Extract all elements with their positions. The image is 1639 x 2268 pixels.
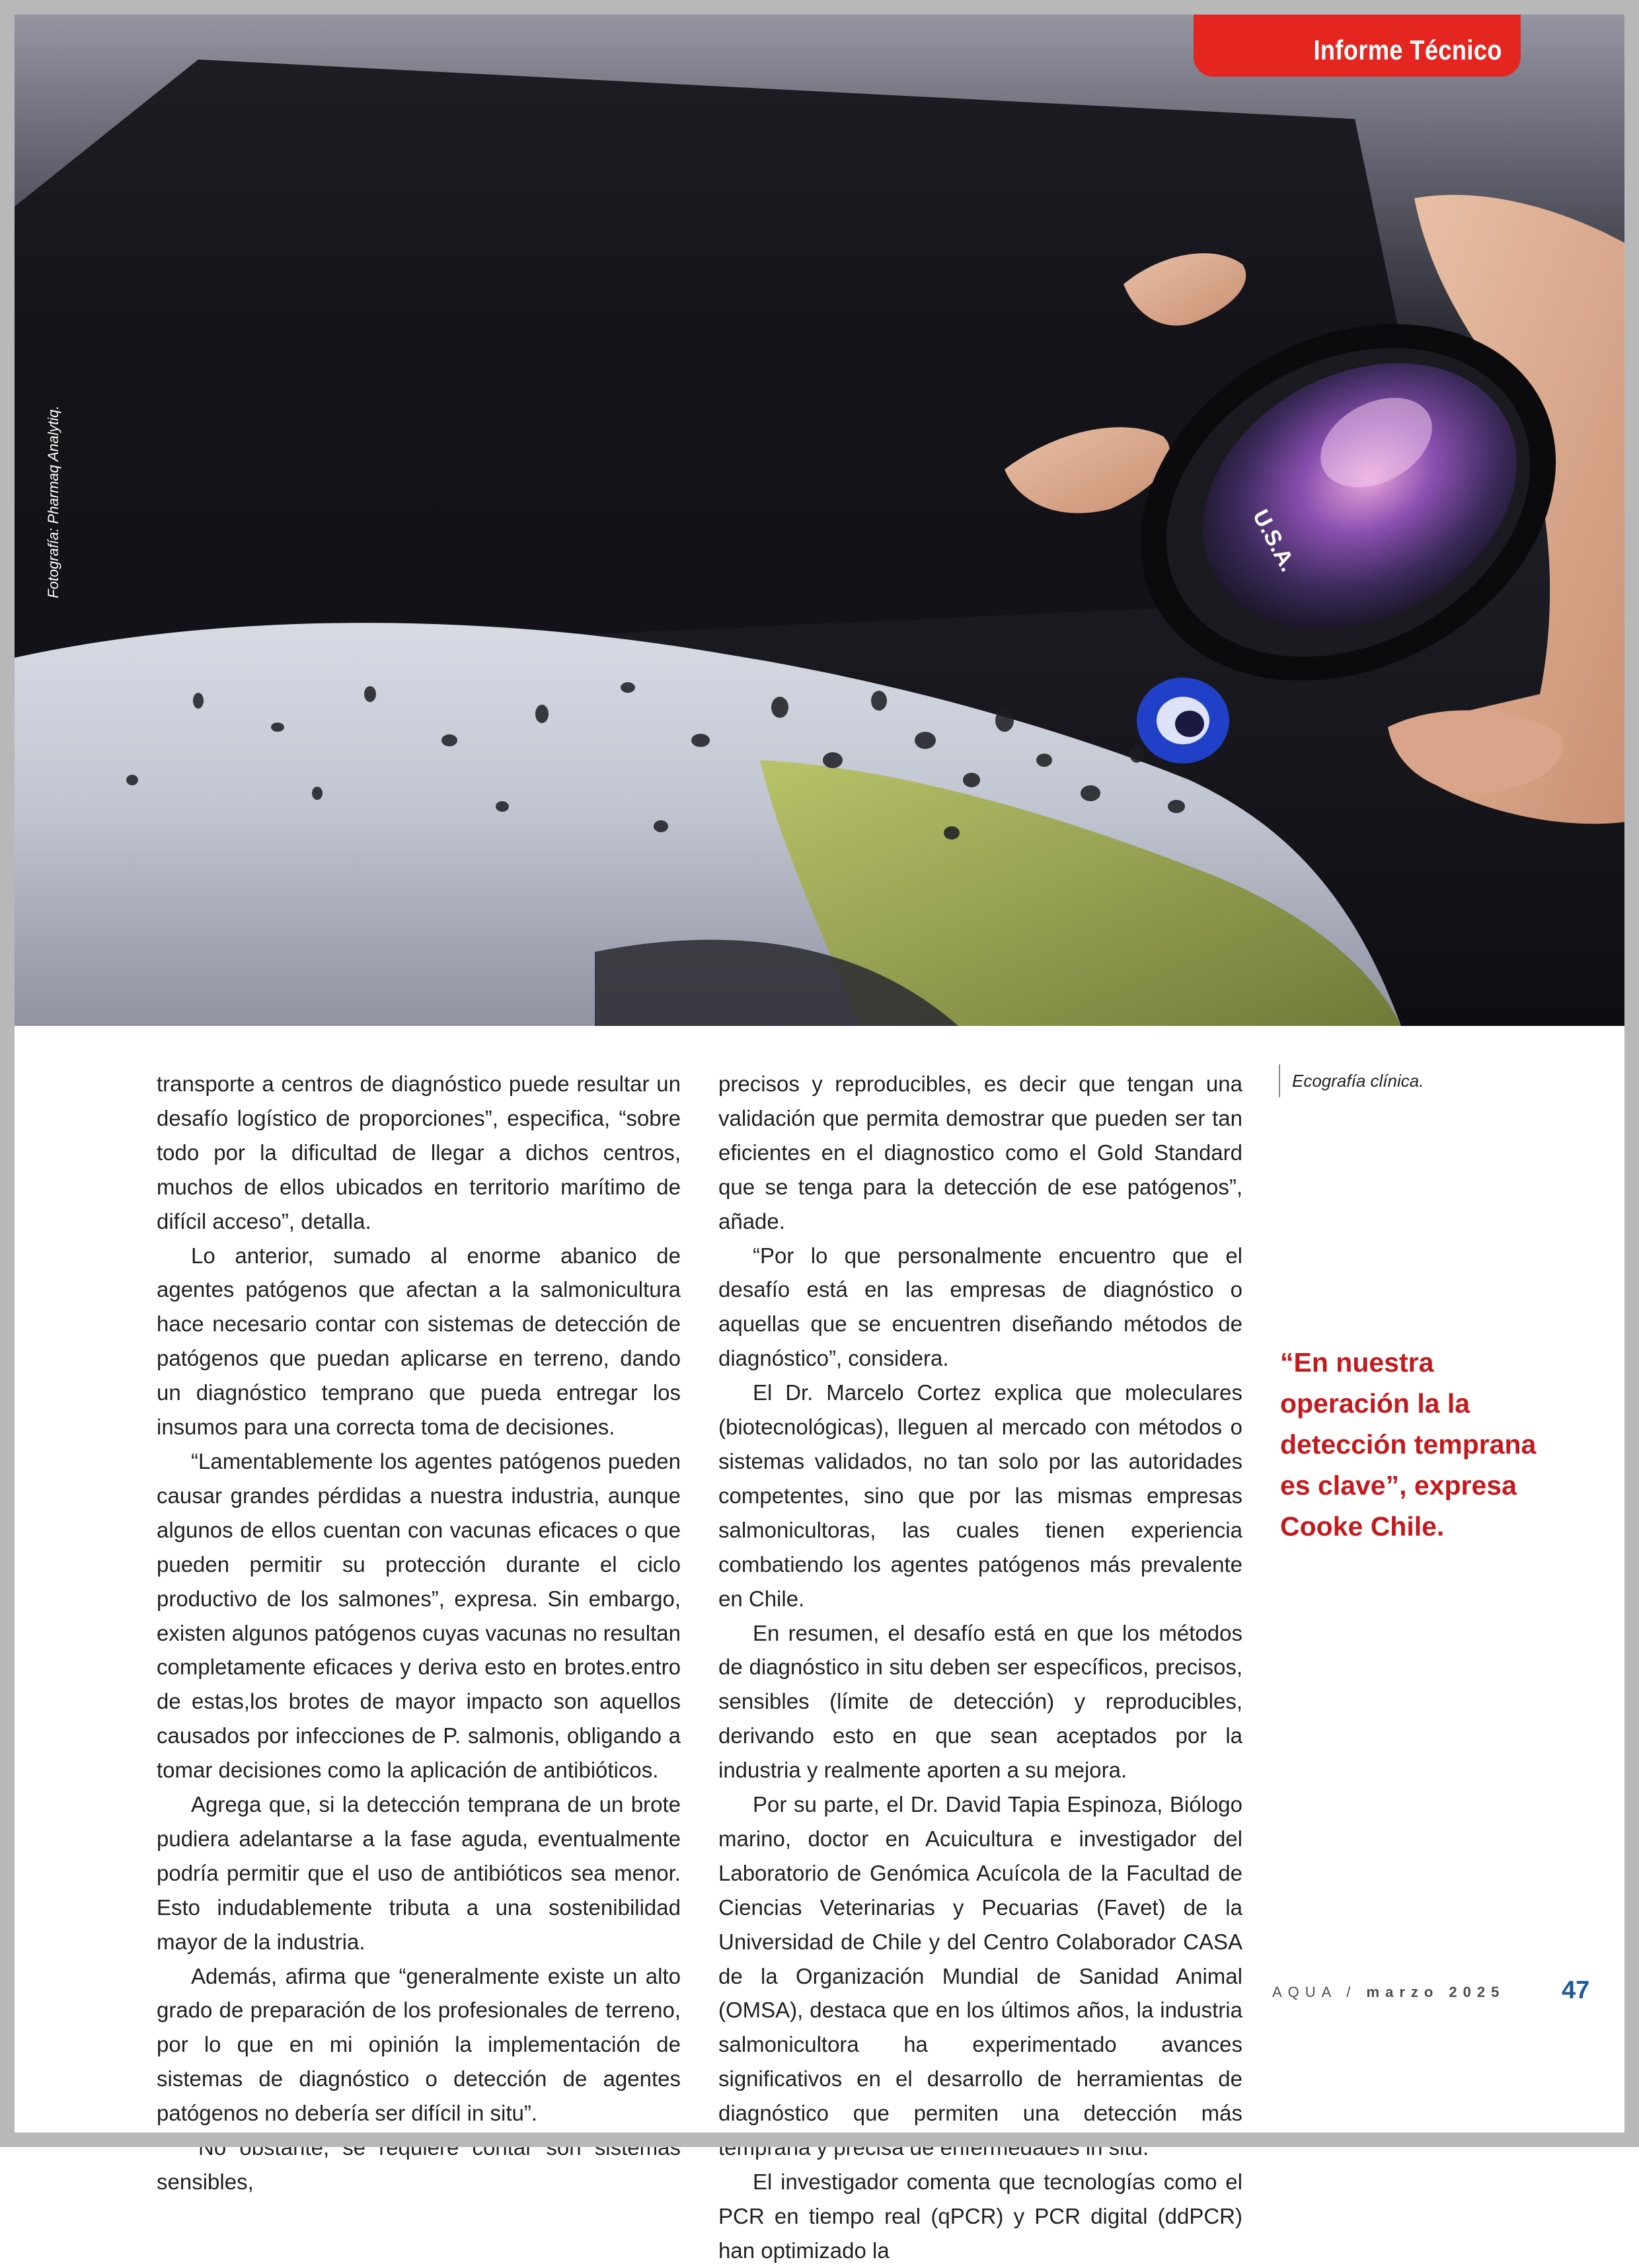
article-column-2 — [718, 1067, 1242, 2268]
footer-issue — [1272, 1984, 1505, 2010]
page-number: 47 — [1562, 1976, 1590, 2004]
paragraph: Agrega que, si la detección temprana de un brote pudiera adelantarse a la fase aguda, eventualmente podría permitir que el uso de antibióticos sea menor. Esto indudablemente tributa a una sostenibilidad mayor de la industria. — [157, 1792, 681, 1954]
paragraph: “Por lo que personalmente encuentro que el desafío está en las empresas de diagnóstico o aquellas que se encuentren diseñando métodos de diagnóstico”, considera. — [718, 1243, 1242, 1371]
paragraph: El Dr. Marcelo Cortez explica que moleculares (biotecnológicas), lleguen al mercado con métodos o sistemas validados, no tan solo por las autoridades competentes, sino que por las mismas empresas salmonicultoras, las cuales tienen experiencia combatiendo los agentes patógenos más prevalente en Chile. — [718, 1380, 1242, 1611]
paragraph: Lo anterior, sumado al enorme abanico de agentes patógenos que afectan a la salmonicultura hace necesario contar con sistemas de detección de patógenos que puedan aplicarse en terreno, dando un diagnóstico temprano que pueda entregar los insumos para una correcta toma de decisiones. — [157, 1243, 681, 1440]
paragraph: precisos y reproducibles, es decir que tengan una validación que permita demostrar que pueden ser tan eficientes en el diagnostico como el Gold Standard que se tenga para la detección de ese patógenos”, añade. — [718, 1072, 1242, 1233]
magazine-name: AQUA — [1272, 1984, 1337, 2000]
hero-photo — [0, 0, 1639, 1026]
paragraph: Además, afirma que “generalmente existe un alto grado de preparación de los profesionales de terreno, por lo que en mi opinión la implementación de sistemas de diagnóstico o detección de agentes patógenos no debería ser difícil in situ”. — [157, 1963, 681, 2126]
paragraph: En resumen, el desafío está en que los métodos de diagnóstico in situ deben ser específicos, precisos, sensibles (límite de detección) y reproducibles, derivando esto en que sean aceptados por la industria y realmente aporten a su mejora. — [718, 1620, 1242, 1783]
issue-date: marzo 2025 — [1366, 1984, 1506, 2000]
paragraph: “No obstante, se requiere contar son sistemas sensibles, — [157, 2135, 681, 2194]
section-tab — [1194, 15, 1521, 77]
paragraph: Por su parte, el Dr. David Tapia Espinoza, Biólogo marino, doctor en Acuicultura e investigador del Laboratorio de Genómica Acuícola de la Facultad de Ciencias Veterinarias y Pecuarias (Favet) de la Universidad de Chile y del Centro Colaborador CASA de la Organización Mundial de Sanidad Animal (OMSA), destaca que en los últimos años, la industria salmonicultora ha experimentado avances significativos en el desarrollo de herramientas de diagnóstico que permiten una detección más temprana y precisa de enfermedades in situ. — [718, 1792, 1242, 2160]
paragraph: transporte a centros de diagnóstico puede resultar un desafío logístico de proporciones”, especifica, “sobre todo por la dificultad de llegar a dichos centros, muchos de ellos ubicados en territorio marítimo de difícil acceso”, detalla. — [157, 1072, 681, 1233]
footer-separator: / — [1346, 1984, 1357, 2000]
photo-credit: Fotografía: Pharmaq Analytiq. — [45, 405, 61, 598]
paragraph: El investigador comenta que tecnologías como el PCR en tiempo real (qPCR) y PCR digital (ddPCR) han optimizado la — [718, 2170, 1242, 2263]
photo-caption: Ecografía clínica. — [1279, 1064, 1477, 1097]
fish-lens-illustration — [0, 0, 1639, 1026]
article-column-1 — [157, 1067, 681, 2199]
lens-engraving: U.S.A. — [1247, 505, 1301, 576]
paragraph: “Lamentablemente los agentes patógenos pueden causar grandes pérdidas a nuestra industria, aunque algunos de ellos cuentan con vacunas eficaces o que pueden permitir su protección durante el ciclo productivo de los salmones”, expresa. Sin embargo, existen algunos patógenos cuyas vacunas no resultan completamente eficaces y deriva esto en brotes.entro de estas,los brotes de mayor impacto son aquellos causados por infecciones de P. salmonis, obligando a tomar decisiones como la aplicación de antibióticos. — [157, 1448, 681, 1783]
section-label: Informe Técnico — [1313, 34, 1502, 65]
pull-quote: “En nuestra operación la la detección temprana es clave”, expresa Cooke Chile. — [1280, 1347, 1537, 1542]
